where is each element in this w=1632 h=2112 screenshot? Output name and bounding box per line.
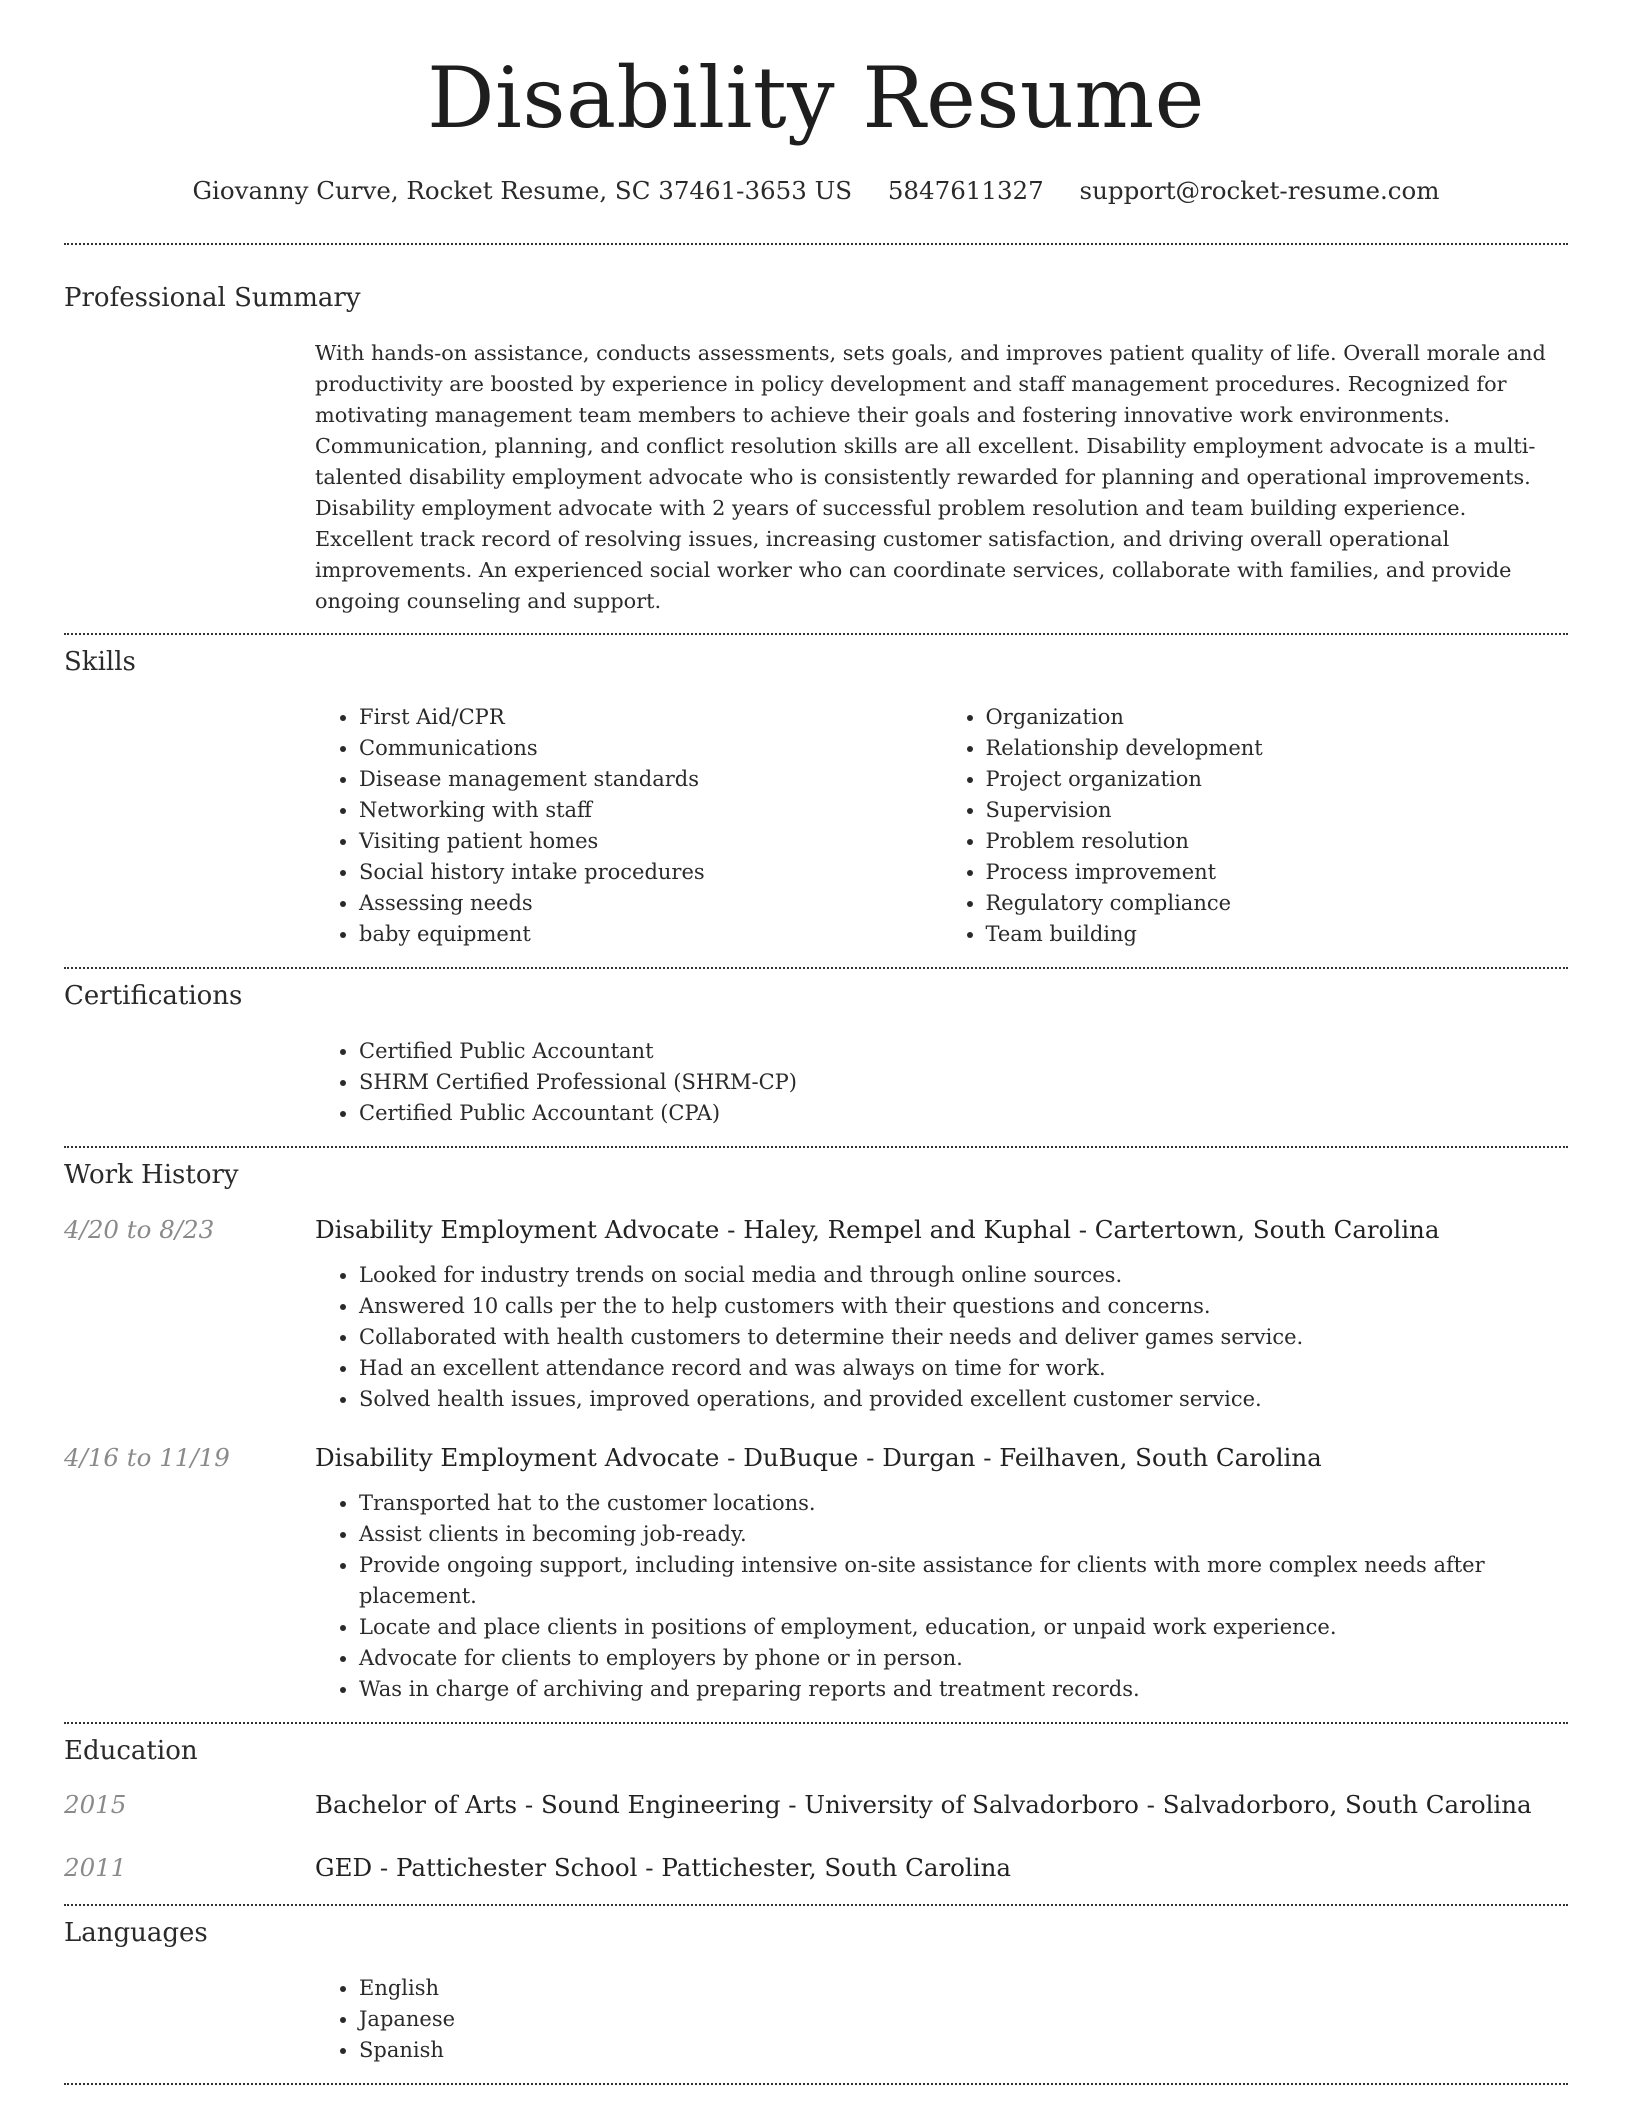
contact-phone: 5847611327 [887, 176, 1044, 205]
certification-item: • SHRM Certified Professional (SHRM-CP) [359, 1067, 1568, 1098]
education-title: GED - Pattichester School - Pattichester, South Carolina [315, 1853, 1011, 1882]
work-history-heading: Work History [64, 1160, 239, 1190]
education-year: 2015 [64, 1790, 127, 1819]
resume-name: Disability Resume [427, 49, 1205, 147]
job-dates: 4/16 to 11/19 [64, 1443, 230, 1472]
skills-list-right [942, 702, 1569, 950]
education-title: Bachelor of Arts - Sound Engineering - University of Salvadorboro - Salvadorboro, South Carolina [315, 1790, 1532, 1819]
skill-item: • Process improvement [986, 857, 1569, 888]
job-bullet: • Advocate for clients to employers by phone or in person. [359, 1643, 1568, 1674]
certification-item: • Certified Public Accountant (CPA) [359, 1098, 1568, 1129]
certification-item: • Certified Public Accountant [359, 1036, 1568, 1067]
contact-email: support@rocket-resume.com [1079, 176, 1440, 205]
job-bullet: • Looked for industry trends on social media and through online sources. [359, 1260, 1568, 1291]
skills-section [0, 635, 1632, 950]
education-year: 2011 [64, 1853, 127, 1882]
contact-line [0, 176, 1632, 205]
skill-item: • Problem resolution [986, 826, 1569, 857]
job-bullets [315, 1260, 1568, 1415]
education-entry [64, 1790, 1568, 1819]
language-item: • Spanish [359, 2035, 1568, 2066]
education-heading: Education [64, 1736, 198, 1766]
certifications-list [315, 1036, 1568, 1129]
job-entry [64, 1443, 1568, 1472]
job-bullet: • Collaborated with health customers to determine their needs and deliver games service. [359, 1322, 1568, 1353]
skill-item: • Communications [359, 733, 942, 764]
summary-section [0, 245, 1632, 617]
job-bullet: • Was in charge of archiving and preparing reports and treatment records. [359, 1674, 1568, 1705]
job-entry [64, 1215, 1568, 1244]
work-history-section [0, 1148, 1632, 1705]
skill-item: • baby equipment [359, 919, 942, 950]
languages-list [315, 1973, 1568, 2066]
job-bullets [315, 1488, 1568, 1705]
education-entry [64, 1853, 1568, 1882]
skills-list-left [315, 702, 942, 950]
skill-item: • Assessing needs [359, 888, 942, 919]
job-bullet: • Locate and place clients in positions of employment, education, or unpaid work experience. [359, 1612, 1568, 1643]
job-bullet: • Answered 10 calls per the to help customers with their questions and concerns. [359, 1291, 1568, 1322]
divider [64, 2083, 1568, 2085]
contact-address: Giovanny Curve, Rocket Resume, SC 37461-3653 US [192, 176, 853, 205]
certifications-section [0, 969, 1632, 1129]
summary-text: With hands-on assistance, conducts assessments, sets goals, and improves patient quality of life. Overall morale and productivity are boosted by experience in policy development and staff management procedures. Recognized for motivating management team members to achieve their goals and fostering innovative work environments. Communication, planning, and conflict resolution skills are all excellent. Disability employment advocate is a multi-talented disability employment advocate who is consistently rewarded for planning and operational improvements. Disability employment advocate with 2 years of successful problem resolution and team building experience. Excellent track record of resolving issues, increasing customer satisfaction, and driving overall operational improvements. An experienced social worker who can coordinate services, collaborate with families, and provide ongoing counseling and support. [315, 341, 1546, 613]
education-section [0, 1724, 1632, 1882]
language-item: • Japanese [359, 2004, 1568, 2035]
skill-item: • Regulatory compliance [986, 888, 1569, 919]
job-title: Disability Employment Advocate - Haley, Rempel and Kuphal - Cartertown, South Carolina [315, 1215, 1440, 1244]
skill-item: • Social history intake procedures [359, 857, 942, 888]
languages-section [0, 1906, 1632, 2066]
skill-item: • First Aid/CPR [359, 702, 942, 733]
job-bullet: • Transported hat to the customer locations. [359, 1488, 1568, 1519]
skill-item: • Disease management standards [359, 764, 942, 795]
job-bullet: • Had an excellent attendance record and was always on time for work. [359, 1353, 1568, 1384]
skill-item: • Relationship development [986, 733, 1569, 764]
job-bullet: • Assist clients in becoming job-ready. [359, 1519, 1568, 1550]
resume-header [0, 0, 1632, 205]
skill-item: • Supervision [986, 795, 1569, 826]
skill-item: • Organization [986, 702, 1569, 733]
job-bullet: • Provide ongoing support, including intensive on-site assistance for clients with more complex needs after placement. [359, 1550, 1568, 1612]
job-bullet: • Solved health issues, improved operations, and provided excellent customer service. [359, 1384, 1568, 1415]
language-item: • English [359, 1973, 1568, 2004]
skill-item: • Project organization [986, 764, 1569, 795]
skills-heading: Skills [64, 647, 136, 677]
job-title: Disability Employment Advocate - DuBuque - Durgan - Feilhaven, South Carolina [315, 1443, 1322, 1472]
job-dates: 4/20 to 8/23 [64, 1215, 215, 1244]
skill-item: • Networking with staff [359, 795, 942, 826]
skill-item: • Team building [986, 919, 1569, 950]
skill-item: • Visiting patient homes [359, 826, 942, 857]
certifications-heading: Certifications [64, 981, 243, 1011]
languages-heading: Languages [64, 1918, 208, 1948]
summary-heading: Professional Summary [64, 283, 361, 313]
